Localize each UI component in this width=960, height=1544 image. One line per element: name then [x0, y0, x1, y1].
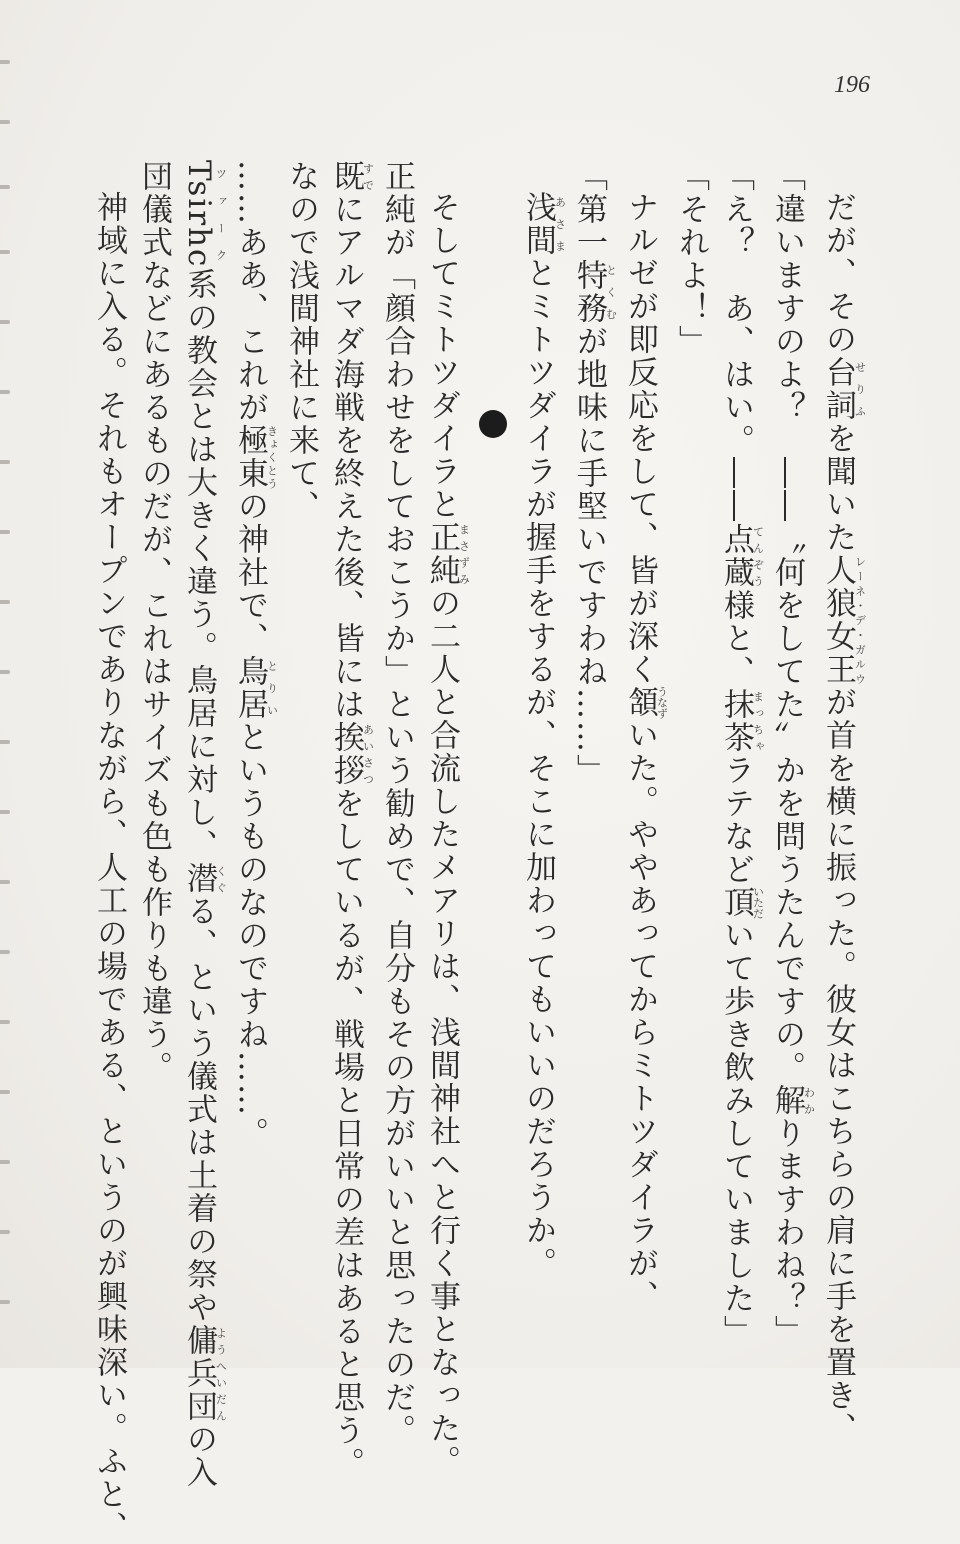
binding-mark [0, 740, 10, 744]
text-line: Tsirhcツァーク系の教会とは大きく違う。鳥居に対し、潜くぐる、という儀式は土着の祭や傭兵団ようへいだんの入 [181, 160, 228, 1490]
binding-mark [0, 670, 10, 674]
binding-mark [0, 1020, 10, 1024]
text-line: 「違いますのよ？ ――〝何をしてた〟かを問うたんですの。解わかりますわね？」 [769, 160, 816, 1348]
section-divider [470, 160, 515, 1290]
binding-mark [0, 460, 10, 464]
page-number: 196 [834, 72, 870, 98]
text-line: 正純が「顔合わせをしておこうか」という勧めで、自分もその方がいいと思ったのだ。 [379, 160, 415, 1447]
binding-mark [0, 185, 10, 189]
text-line: 既すでにアルマダ海戦を終えた後、皆には挨拶あいさつをしているが、戦場と日常の差はあると思う。 [328, 160, 375, 1480]
text-line: だが、その台詞せりふを聞いた人狼女王レーネ・デ・ガルウが首を横に振った。彼女はこちらの肩に手を置き、 [820, 191, 867, 1445]
binding-mark [0, 1160, 10, 1164]
binding-mark [0, 600, 10, 604]
binding-mark [0, 1300, 10, 1304]
binding-mark [0, 880, 10, 884]
binding-mark [0, 320, 10, 324]
binding-mark [0, 60, 10, 64]
text-line: 浅間あさまとミトツダイラが握手をするが、そこに加わってもいいのだろうか。 [520, 191, 567, 1280]
text-line: 「それよ！」 [673, 160, 709, 358]
text-line: 団儀式などにあるものだが、これはサイズも色も作りも違う。 [136, 160, 172, 1084]
binding-mark [0, 530, 10, 534]
text-line: 「え？ あ、はい。――点蔵てんぞう様と、抹茶まっちゃラテなど頂いただいて歩き飲みしていました」 [718, 160, 765, 1348]
text-line: そしてミトツダイラと正純まさずみの二人と合流したメアリは、浅間神社へと行く事となった。 [424, 191, 471, 1478]
binding-mark [0, 1090, 10, 1094]
binding-mark [0, 120, 10, 124]
binding-mark [0, 1230, 10, 1234]
body-text [86, 160, 867, 1544]
binding-mark [0, 250, 10, 254]
binding-mark [0, 390, 10, 394]
text-line: ナルゼが即反応をして、皆が深く頷うなずいた。ややあってからミトツダイラが、 [622, 191, 669, 1313]
text-line: なので浅間神社に来て、 [283, 160, 319, 523]
binding-mark [0, 810, 10, 814]
binding-edge [0, 0, 16, 1368]
binding-mark [0, 950, 10, 954]
text-line: 「第一特務とくむが地味に手堅いですわね……」 [571, 160, 618, 787]
section-divider-dot [479, 410, 507, 438]
text-line: ……ああ、これが極東きょくとうの神社で、鳥居とりいというものなのですね……。 [232, 160, 279, 1150]
text-line: 神域に入る。それもオープンでありながら、人工の場である、というのが興味深い。ふと、 [91, 191, 127, 1544]
